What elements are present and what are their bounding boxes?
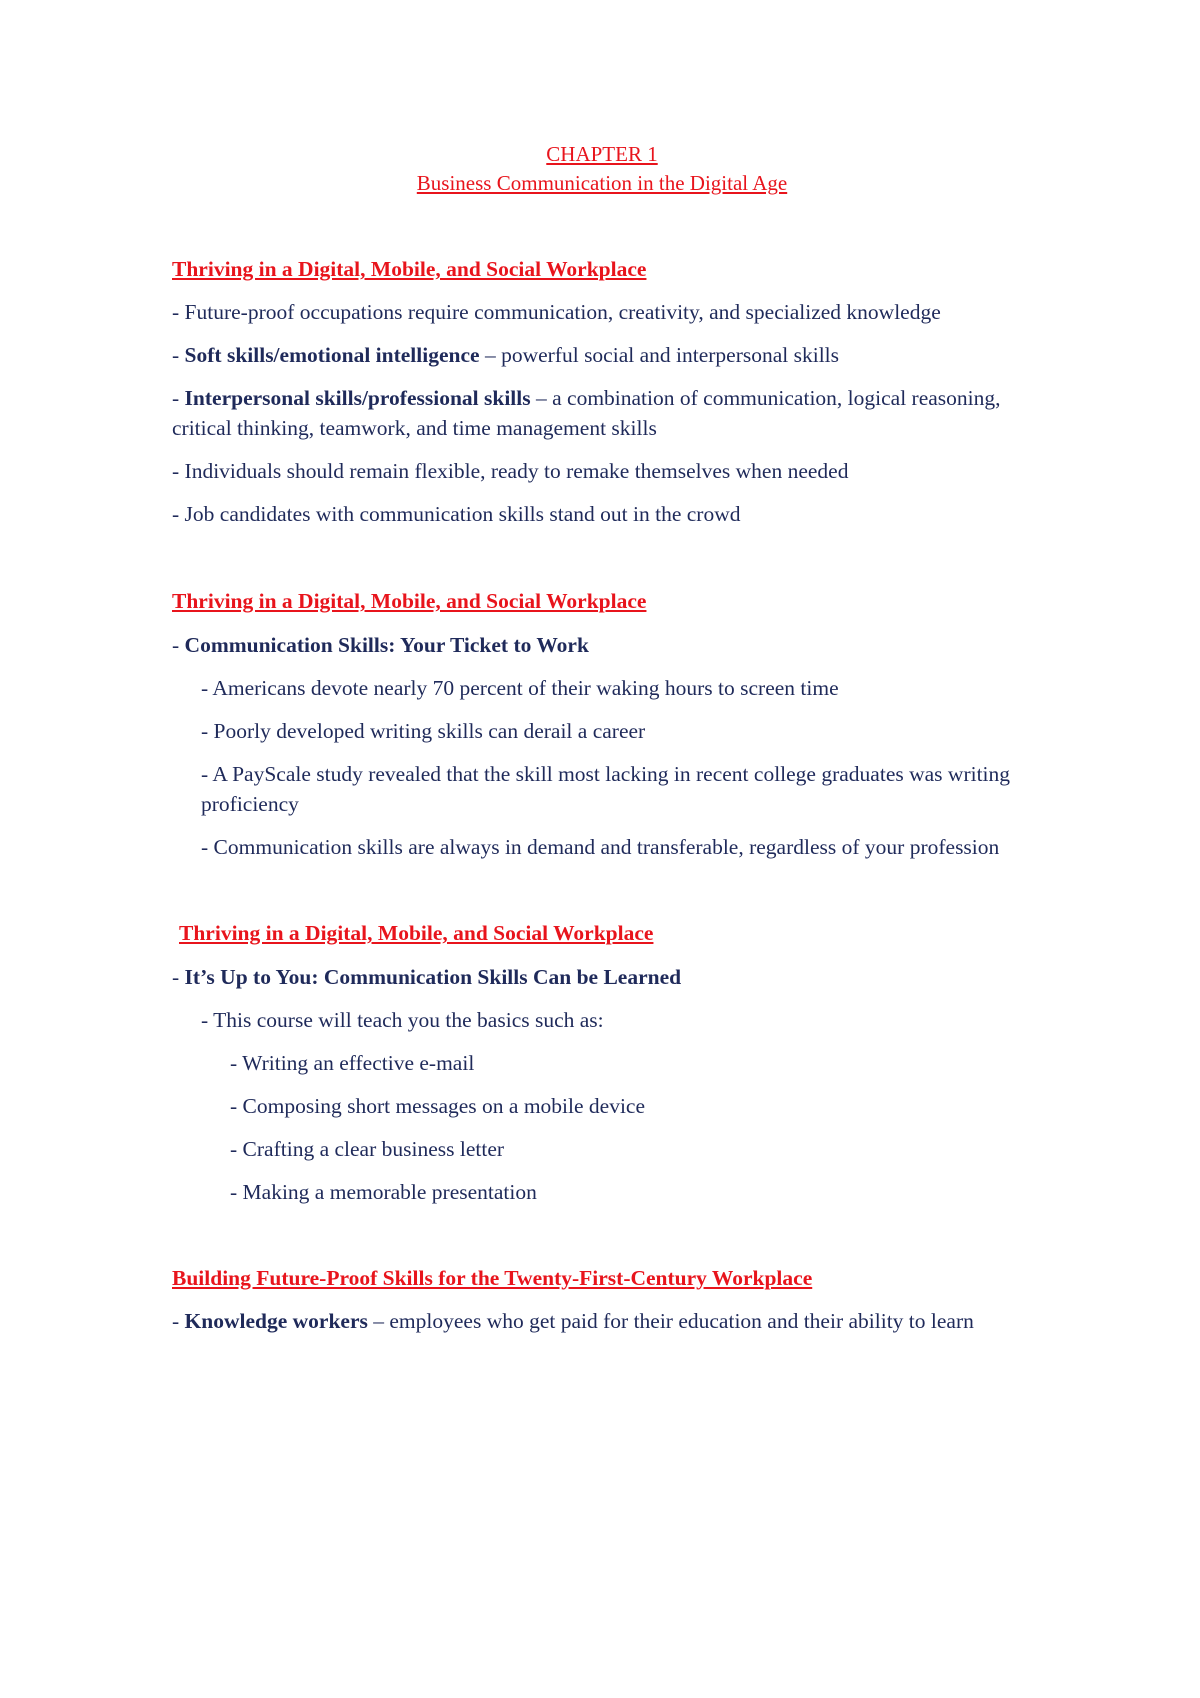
term: Knowledge workers <box>184 1309 368 1333</box>
section-title: Building Future-Proof Skills for the Twenty-First-Century Workplace <box>172 1266 813 1290</box>
section-title: Thriving in a Digital, Mobile, and Social Workplace <box>179 921 654 945</box>
list-item: - Poorly developed writing skills can derail a career <box>201 719 646 743</box>
chapter-header <box>172 140 1032 198</box>
list-item: - Soft skills/emotional intelligence – powerful social and interpersonal skills <box>172 343 840 367</box>
list-item: - Knowledge workers – employees who get paid for their education and their ability to learn <box>172 1309 974 1333</box>
list-item: - Composing short messages on a mobile device <box>230 1094 646 1118</box>
term: Interpersonal skills/professional skills <box>184 386 531 410</box>
subheading: - It’s Up to You: Communication Skills Can be Learned <box>172 965 682 989</box>
list-item: - Future-proof occupations require communication, creativity, and specialized knowledge <box>172 300 941 324</box>
section-1 <box>172 255 1032 529</box>
document-page <box>172 140 1032 1336</box>
list-item: - Individuals should remain flexible, ready to remake themselves when needed <box>172 459 849 483</box>
list-item: - Making a memorable presentation <box>230 1180 537 1204</box>
chapter-number: CHAPTER 1 <box>546 142 658 166</box>
list-item: - Job candidates with communication skills stand out in the crowd <box>172 502 741 526</box>
section-title: Thriving in a Digital, Mobile, and Social Workplace <box>172 257 647 281</box>
list-item: - Americans devote nearly 70 percent of their waking hours to screen time <box>201 676 839 700</box>
list-item: - A PayScale study revealed that the skill most lacking in recent college graduates was writing proficiency <box>201 762 1011 816</box>
term: Soft skills/emotional intelligence <box>184 343 480 367</box>
list-item: - Crafting a clear business letter <box>230 1137 505 1161</box>
list-item: - Writing an effective e-mail <box>230 1051 475 1075</box>
section-2 <box>172 587 1032 862</box>
list-item: - Communication skills are always in demand and transferable, regardless of your profession <box>201 835 1000 859</box>
section-title: Thriving in a Digital, Mobile, and Social Workplace <box>172 589 647 613</box>
list-item: - This course will teach you the basics such as: <box>201 1008 604 1032</box>
list-item: - Interpersonal skills/professional skills – a combination of communication, logical reasoning, critical thinking, teamwork, and time management skills <box>172 386 1001 440</box>
subheading: - Communication Skills: Your Ticket to Work <box>172 633 589 657</box>
section-3 <box>172 919 1032 1207</box>
section-4 <box>172 1264 1032 1336</box>
chapter-title: Business Communication in the Digital Age <box>416 171 788 195</box>
